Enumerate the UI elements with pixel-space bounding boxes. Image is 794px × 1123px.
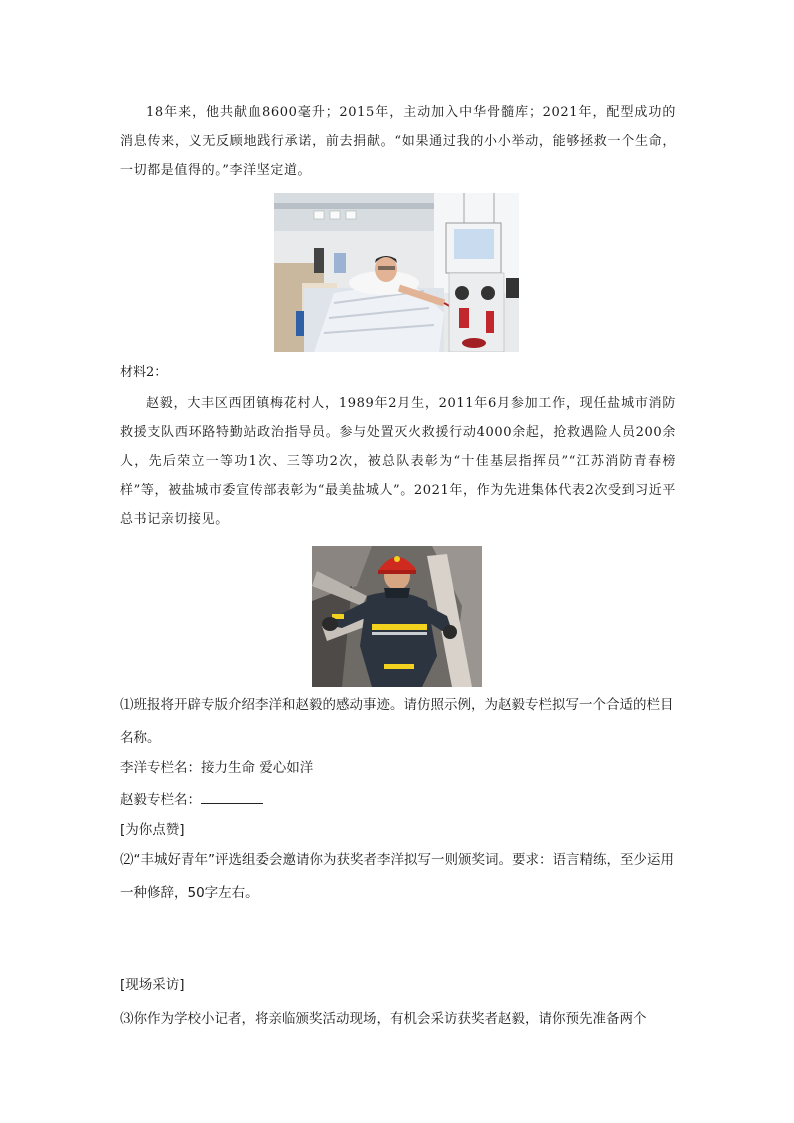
material2-heading: 材料2： xyxy=(120,365,168,380)
example-value: 接力生命 爱心如洋 xyxy=(201,760,314,776)
question1-example xyxy=(120,758,680,778)
material1-paragraph: 18年来，他共献血8600毫升；2015年，主动加入中华骨髓库；2021年，配型成功的消息传来，义无反顾地践行承诺，前去捐献。“如果通过我的小小举动，能够拯救一个生命，一切都是值得的。”李洋坚定道。 xyxy=(120,105,676,178)
donation-photo xyxy=(274,193,519,352)
section3-heading: [现场采访] xyxy=(120,977,185,993)
section3-prompt: ⑶你作为学校小记者，将亲临颁奖活动现场，有机会采访获奖者赵毅，请你预先准备两个 xyxy=(120,1011,647,1027)
firefighter-photo xyxy=(312,546,482,687)
question1-prompt: ⑴班报将开辟专版介绍李洋和赵毅的感动事迹。请仿照示例，为赵毅专栏拟写一个合适的栏目名称。 xyxy=(120,697,674,746)
material2-paragraph: 赵毅，大丰区西团镇梅花村人，1989年2月生，2011年6月参加工作，现任盐城市消防救援支队西环路特勤站政治指导员。参与处置灭火救援行动4000余起，抢救遇险人员200余人，先后荣立一等功1次、三等功2次，被总队表彰为“十佳基层指挥员”“江苏消防青春榜样”等，被盐城市委宣传部表彰为“最美盐城人”。2021年，作为先进集体代表2次受到习近平总书记亲切接见。 xyxy=(120,396,676,527)
question1-answer xyxy=(120,789,680,810)
section2-heading: [为你点赞] xyxy=(120,822,185,838)
answer-label: 赵毅专栏名： xyxy=(120,792,201,808)
answer-blank[interactable] xyxy=(201,789,263,804)
example-label: 李洋专栏名： xyxy=(120,760,201,776)
section2-prompt: ⑵“丰城好青年”评选组委会邀请你为获奖者李洋拟写一则颁奖词。要求：语言精练，至少运用一种修辞，50字左右。 xyxy=(120,852,674,901)
